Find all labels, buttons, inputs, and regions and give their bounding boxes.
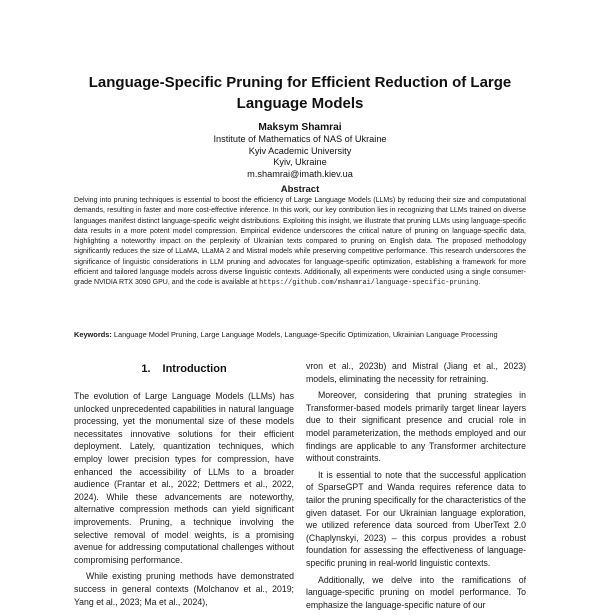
author-affiliation-2: Kyiv Academic University [248,145,352,156]
right-paragraph: Additionally, we delve into the ramifications of language-specific pruning on model performance. To emphasize the language-specific nature of our [306,574,526,610]
left-paragraph: While existing pruning methods have demonstrated success in general contexts (Molchanov et al., 2019; Yang et al., 2023; Ma et al., 2024), [74,571,294,607]
author-location: Kyiv, Ukraine [273,157,327,168]
right-column [306,360,526,615]
section-title: Introduction [162,363,227,375]
author-affiliation-1: Institute of Mathematics of NAS of Ukraine [213,134,387,144]
code-url-link[interactable]: https://github.com/mshamrai/language-specific-pruning [259,279,479,287]
section-heading-introduction [74,362,294,376]
abstract-text: Delving into pruning techniques is essential to boost the efficiency of Large Language Models (LLMs) by reducing their size and computational demands, resulting in faster and more cost-effective inference. In this work, our key contribution lies in recognizing that LLMs trained on diverse languages manifest distinct language-specific weight distributions. Exploiting this insight, we illustrate that pruning LLMs using language-specific data results in a more potent model compression. Empirical evidence underscores the critical nature of pruning on language-specific data, highlighting a noteworthy impact on the perplexity of Ukrainian texts compared to pruning on English data. The proposed methodology significantly reduces the size of LLaMA, LLaMA 2 and Mistral models while preserving competitive performance. This research underscores the significance of linguistic considerations in LLM pruning and advocates for language-specific optimization, establishing a framework for more efficient and tailored language models across diverse linguistic contexts. Additionally, all experiments were conducted using a single consumer-grade NVIDIA RTX 3090 GPU, and the code is available at [74,197,526,286]
author-email[interactable]: m.shamrai@imath.kiev.ua [247,168,353,179]
left-column [74,360,294,612]
right-paragraph: vron et al., 2023b) and Mistral (Jiang et al., 2023) models, eliminating the necessity for retraining. [306,361,526,384]
author-name: Maksym Shamrai [258,122,342,133]
keywords-text: Language Model Pruning, Large Language Models, Language-Specific Optimization, Ukrainian Language Processing [111,330,498,339]
right-paragraph: It is essential to note that the successful application of SparseGPT and Wanda requires reference data to tailor the pruning specifically for the characteristics of the given dataset. For our Ukrainian language exploration, we utilized reference data sourced from UberText 2.0 (Chaplynskyi, 2023) – this corpus provides a robust foundation for assessing the effectiveness of language-specific pruning in real-world linguistic contexts. [306,469,526,568]
author-block [120,121,480,180]
right-paragraph: Moreover, considering that pruning strategies in Transformer-based models primarily target linear layers due to their significant presence and crucial role in model parameterization, the methods employed and our findings are applicable to any Transformer architecture without constraints. [306,390,526,464]
abstract-end: . [478,279,481,286]
left-paragraph: The evolution of Large Language Models (LLMs) has unlocked unprecedented capabilities in natural language processing, yet the monumental size of these models necessitates innovative solutions for their efficient deployment. Lately, quantization techniques, which employ lower precision types for compression, have enhanced the accessibility of LLMs to a broader audience (Frantar et al., 2022; Dettmers et al., 2022, 2024). While these advancements are noteworthy, alternative compression methods can yield significant improvements. Pruning, a technique involving the selective removal of model weights, is a promising avenue for addressing computational challenges without compromising performance. [74,391,294,565]
abstract [74,196,526,288]
keywords-label: Keywords: [74,330,112,339]
keywords [74,330,526,340]
abstract-heading: Abstract [280,184,320,195]
section-number: 1. [141,363,151,375]
paper-title: Language-Specific Pruning for Efficient Reduction of Large Language Models [88,74,512,112]
